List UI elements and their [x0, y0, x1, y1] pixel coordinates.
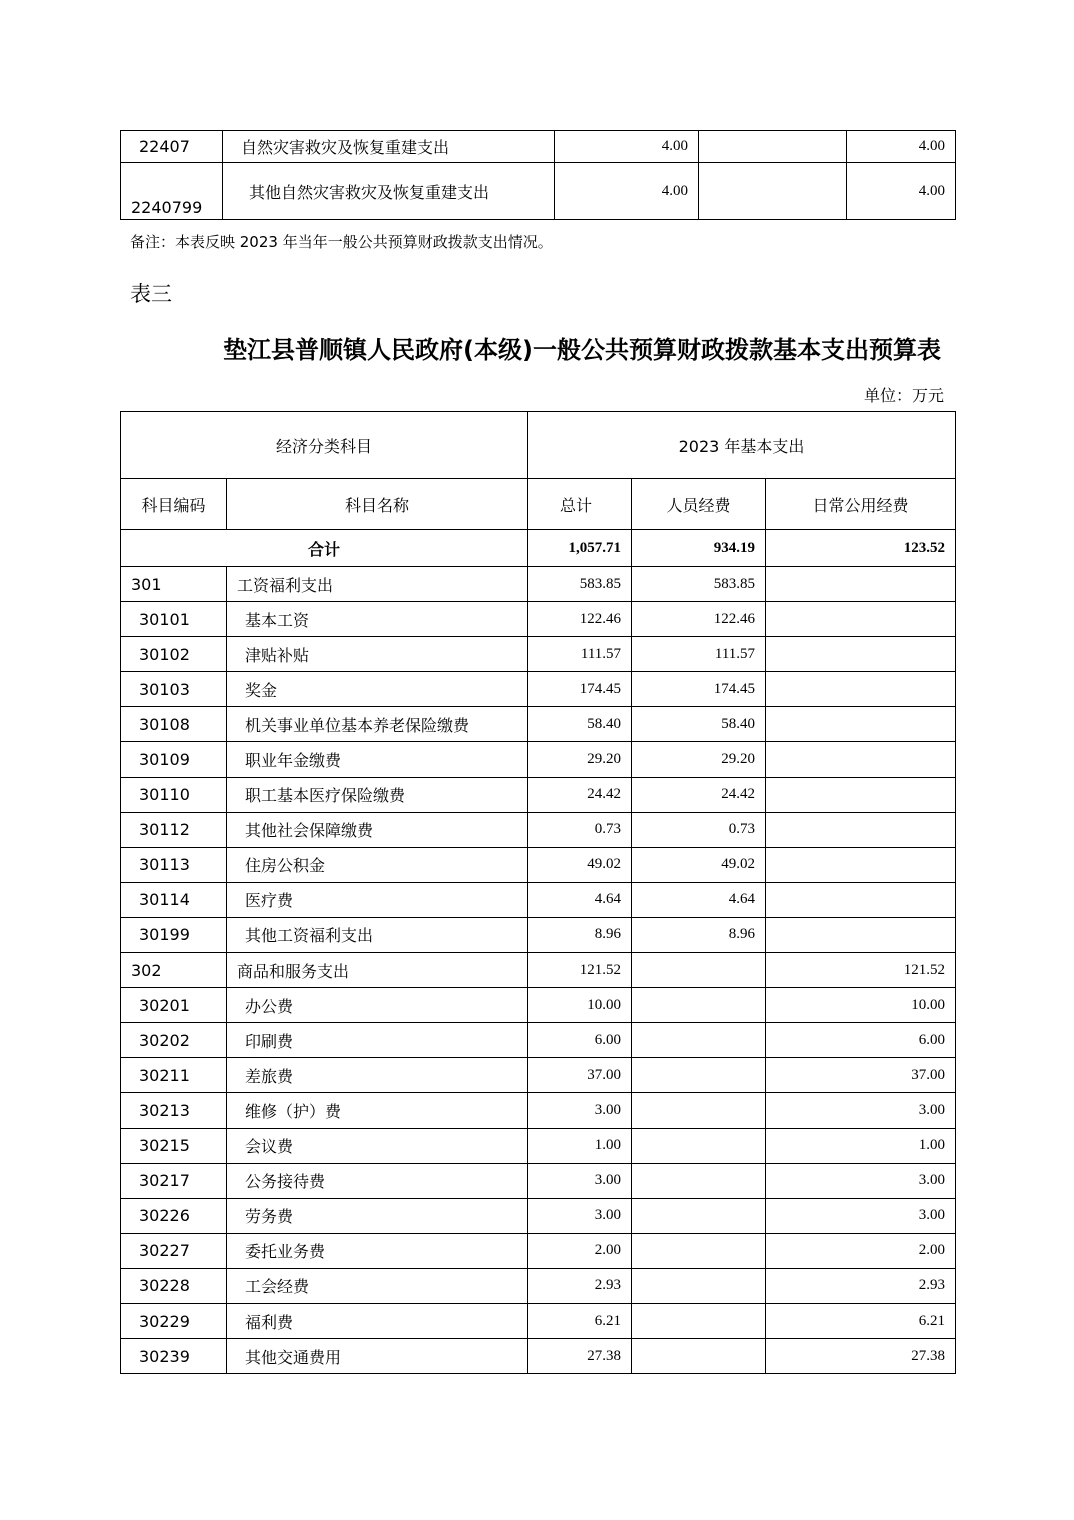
subject-code: 30199 [121, 917, 227, 952]
public-value: 2.00 [766, 1233, 956, 1268]
public-value: 2.93 [766, 1268, 956, 1303]
public-value: 123.52 [766, 530, 956, 567]
subject-name: 医疗费 [227, 882, 528, 917]
subject-name: 福利费 [227, 1303, 528, 1338]
total-value: 6.21 [528, 1303, 632, 1338]
table-row [121, 1163, 956, 1198]
subject-code: 30102 [121, 637, 227, 672]
subject-name: 办公费 [227, 988, 528, 1023]
personnel-value [632, 1198, 766, 1233]
public-value [766, 812, 956, 847]
personnel-value [632, 1303, 766, 1338]
table-row [121, 953, 956, 988]
subject-code: 30211 [121, 1058, 227, 1093]
table-row [121, 1198, 956, 1233]
subject-code: 30103 [121, 672, 227, 707]
subject-code: 30113 [121, 847, 227, 882]
total-value: 27.38 [528, 1339, 632, 1374]
previous-table-fragment [120, 130, 956, 220]
total-label: 合计 [121, 530, 528, 567]
personnel-value [632, 1163, 766, 1198]
total-value: 10.00 [528, 988, 632, 1023]
personnel-value [632, 988, 766, 1023]
public-value: 27.38 [766, 1339, 956, 1374]
table-row [121, 1268, 956, 1303]
table-note: 备注：本表反映 2023 年当年一般公共预算财政拨款支出情况。 [130, 233, 553, 251]
total-value: 3.00 [528, 1163, 632, 1198]
table-row [121, 847, 956, 882]
personnel-value: 24.42 [632, 777, 766, 812]
public-value: 3.00 [766, 1198, 956, 1233]
subject-code: 30112 [121, 812, 227, 847]
personnel-value: 111.57 [632, 637, 766, 672]
table-row [121, 1303, 956, 1338]
subject-code: 30110 [121, 777, 227, 812]
subject-code: 30213 [121, 1093, 227, 1128]
subject-code: 2240799 [121, 163, 223, 220]
total-value: 58.40 [528, 707, 632, 742]
total-row [121, 530, 956, 567]
total-value: 6.00 [528, 1023, 632, 1058]
subject-name: 工会经费 [227, 1268, 528, 1303]
public-value [766, 882, 956, 917]
public-value [766, 777, 956, 812]
subject-code: 30239 [121, 1339, 227, 1374]
total-value: 1,057.71 [528, 530, 632, 567]
subject-name: 差旅费 [227, 1058, 528, 1093]
public-value [766, 707, 956, 742]
personnel-value [632, 1268, 766, 1303]
personnel-value: 58.40 [632, 707, 766, 742]
subject-code: 302 [121, 953, 227, 988]
table-row [121, 917, 956, 952]
table-row [121, 707, 956, 742]
personnel-value: 49.02 [632, 847, 766, 882]
subject-code: 30227 [121, 1233, 227, 1268]
personnel-value [632, 1128, 766, 1163]
unit-label: 单位：万元 [863, 386, 944, 405]
page-title: 垫江县普顺镇人民政府(本级)一般公共预算财政拨款基本支出预算表 [223, 336, 941, 364]
public-value: 10.00 [766, 988, 956, 1023]
public-value: 4.00 [847, 163, 956, 220]
public-value: 1.00 [766, 1128, 956, 1163]
header-code: 科目编码 [121, 479, 227, 530]
table-row [121, 1058, 956, 1093]
total-value: 4.64 [528, 882, 632, 917]
total-value: 24.42 [528, 777, 632, 812]
subject-name: 职工基本医疗保险缴费 [227, 777, 528, 812]
total-value: 4.00 [555, 131, 699, 163]
public-value: 4.00 [847, 131, 956, 163]
table-row [121, 1233, 956, 1268]
subject-name: 其他自然灾害救灾及恢复重建支出 [223, 163, 555, 220]
personnel-value [699, 131, 847, 163]
public-value [766, 847, 956, 882]
total-value: 3.00 [528, 1093, 632, 1128]
header-total: 总计 [528, 479, 632, 530]
total-value: 121.52 [528, 953, 632, 988]
public-value [766, 567, 956, 602]
subject-code: 30114 [121, 882, 227, 917]
public-value: 6.00 [766, 1023, 956, 1058]
subject-code: 30215 [121, 1128, 227, 1163]
public-value [766, 917, 956, 952]
personnel-value [632, 1093, 766, 1128]
subject-code: 30202 [121, 1023, 227, 1058]
total-value: 111.57 [528, 637, 632, 672]
table-row [121, 988, 956, 1023]
personnel-value [632, 953, 766, 988]
subject-code: 30228 [121, 1268, 227, 1303]
total-value: 583.85 [528, 567, 632, 602]
header-row [121, 479, 956, 530]
personnel-value: 0.73 [632, 812, 766, 847]
header-econ-class: 经济分类科目 [121, 412, 528, 479]
public-value: 37.00 [766, 1058, 956, 1093]
personnel-value: 29.20 [632, 742, 766, 777]
personnel-value: 583.85 [632, 567, 766, 602]
public-value: 6.21 [766, 1303, 956, 1338]
total-value: 1.00 [528, 1128, 632, 1163]
total-value: 8.96 [528, 917, 632, 952]
personnel-value [632, 1058, 766, 1093]
subject-code: 30226 [121, 1198, 227, 1233]
subject-name: 工资福利支出 [227, 567, 528, 602]
basic-expenditure-table [120, 411, 956, 1374]
subject-code: 301 [121, 567, 227, 602]
table-row [121, 812, 956, 847]
subject-name: 其他交通费用 [227, 1339, 528, 1374]
table-row [121, 1023, 956, 1058]
table-row [121, 163, 956, 220]
personnel-value [699, 163, 847, 220]
personnel-value: 122.46 [632, 602, 766, 637]
header-public: 日常公用经费 [766, 479, 956, 530]
total-value: 4.00 [555, 163, 699, 220]
subject-code: 30201 [121, 988, 227, 1023]
public-value [766, 637, 956, 672]
total-value: 0.73 [528, 812, 632, 847]
subject-code: 30217 [121, 1163, 227, 1198]
subject-name: 津贴补贴 [227, 637, 528, 672]
public-value: 121.52 [766, 953, 956, 988]
total-value: 29.20 [528, 742, 632, 777]
table-row [121, 131, 956, 163]
subject-name: 委托业务费 [227, 1233, 528, 1268]
subject-name: 自然灾害救灾及恢复重建支出 [223, 131, 555, 163]
public-value [766, 672, 956, 707]
subject-name: 维修（护）费 [227, 1093, 528, 1128]
total-value: 174.45 [528, 672, 632, 707]
table-row [121, 742, 956, 777]
header-row [121, 412, 956, 479]
subject-name: 机关事业单位基本养老保险缴费 [227, 707, 528, 742]
subject-name: 其他社会保障缴费 [227, 812, 528, 847]
subject-name: 其他工资福利支出 [227, 917, 528, 952]
public-value [766, 742, 956, 777]
table-row [121, 1128, 956, 1163]
table-row [121, 1093, 956, 1128]
personnel-value: 8.96 [632, 917, 766, 952]
subject-name: 公务接待费 [227, 1163, 528, 1198]
total-value: 37.00 [528, 1058, 632, 1093]
table-row [121, 672, 956, 707]
subject-name: 会议费 [227, 1128, 528, 1163]
subject-name: 劳务费 [227, 1198, 528, 1233]
header-personnel: 人员经费 [632, 479, 766, 530]
subject-code: 30109 [121, 742, 227, 777]
personnel-value [632, 1339, 766, 1374]
table-row [121, 637, 956, 672]
subject-name: 住房公积金 [227, 847, 528, 882]
subject-code: 30101 [121, 602, 227, 637]
subject-name: 职业年金缴费 [227, 742, 528, 777]
personnel-value: 934.19 [632, 530, 766, 567]
subject-code: 30108 [121, 707, 227, 742]
total-value: 3.00 [528, 1198, 632, 1233]
table-row [121, 602, 956, 637]
header-name: 科目名称 [227, 479, 528, 530]
header-year-basic: 2023 年基本支出 [528, 412, 956, 479]
table-row [121, 882, 956, 917]
public-value: 3.00 [766, 1093, 956, 1128]
personnel-value: 4.64 [632, 882, 766, 917]
public-value: 3.00 [766, 1163, 956, 1198]
subject-code: 22407 [121, 131, 223, 163]
table-row [121, 567, 956, 602]
personnel-value [632, 1023, 766, 1058]
subject-name: 奖金 [227, 672, 528, 707]
subject-code: 30229 [121, 1303, 227, 1338]
subject-name: 印刷费 [227, 1023, 528, 1058]
table-number: 表三 [130, 282, 172, 306]
subject-name: 基本工资 [227, 602, 528, 637]
public-value [766, 602, 956, 637]
total-value: 122.46 [528, 602, 632, 637]
personnel-value [632, 1233, 766, 1268]
total-value: 49.02 [528, 847, 632, 882]
total-value: 2.93 [528, 1268, 632, 1303]
subject-name: 商品和服务支出 [227, 953, 528, 988]
personnel-value: 174.45 [632, 672, 766, 707]
table-row [121, 777, 956, 812]
total-value: 2.00 [528, 1233, 632, 1268]
table-row [121, 1339, 956, 1374]
